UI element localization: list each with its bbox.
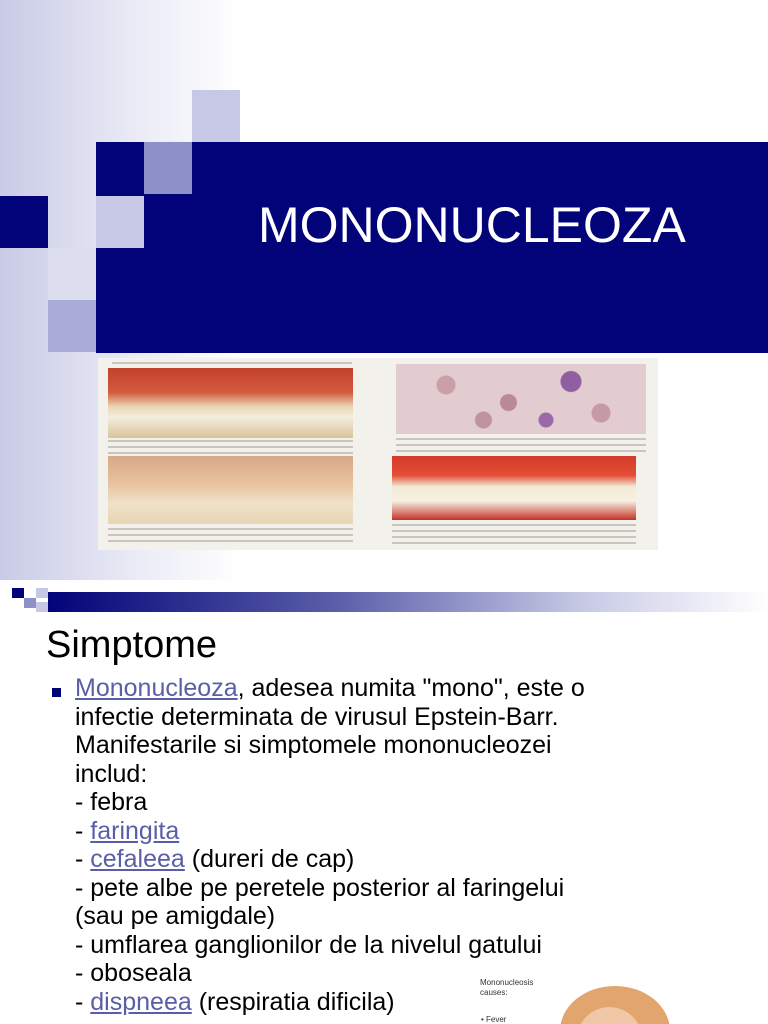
text-line: includ: bbox=[75, 759, 148, 788]
photo-gums bbox=[392, 456, 636, 520]
inset-title: Mononucleosis bbox=[480, 978, 534, 987]
header-bar bbox=[48, 592, 768, 612]
text-line: infectie determinata de virusul Epstein-Barr. bbox=[75, 702, 559, 731]
symptom-line: - oboseala bbox=[75, 959, 192, 987]
text-fragment: , adesea numita "mono", este o bbox=[237, 674, 585, 702]
symptom-line: (sau pe amigdale) bbox=[75, 902, 276, 930]
photo-blood-smear bbox=[396, 364, 646, 434]
decor-square bbox=[36, 602, 48, 612]
decor-square bbox=[24, 598, 36, 608]
faringita-link[interactable]: faringita bbox=[90, 816, 180, 845]
inset-subtitle: causes: bbox=[480, 988, 508, 997]
decor-square bbox=[48, 248, 96, 300]
decor-square bbox=[12, 588, 24, 598]
symptom-line: - umflarea ganglionilor de la nivelul gatului bbox=[75, 930, 542, 959]
photo-palate bbox=[108, 456, 353, 524]
symptom-line: - febra bbox=[75, 788, 148, 816]
decor-square bbox=[144, 142, 192, 194]
decor-square bbox=[96, 196, 144, 248]
photo-caption bbox=[108, 440, 353, 454]
dash: - bbox=[75, 816, 91, 845]
symptoms-slide bbox=[0, 580, 768, 1024]
title-band-accent bbox=[0, 196, 48, 248]
symptoms-text bbox=[75, 674, 675, 1016]
photo-throat bbox=[108, 368, 353, 438]
text-fragment: (respiratia dificila) bbox=[191, 987, 395, 1016]
dash: - bbox=[75, 845, 91, 873]
bullet-icon bbox=[52, 688, 61, 697]
mononucleoza-link[interactable]: Mononucleoza bbox=[75, 674, 238, 702]
photo-caption bbox=[108, 528, 353, 544]
cefaleea-link[interactable]: cefaleea bbox=[90, 845, 185, 873]
decor-square bbox=[48, 300, 96, 352]
slide-title: MONONUCLEOZA bbox=[258, 197, 686, 253]
inset-fever-label: • Fever bbox=[481, 1015, 507, 1024]
slide-heading: Simptome bbox=[46, 624, 218, 666]
decor-square bbox=[192, 90, 240, 142]
photo-caption bbox=[392, 524, 636, 544]
inset-caption bbox=[480, 978, 533, 998]
symptom-line: - pete albe pe peretele posterior al faringelui bbox=[75, 873, 565, 902]
clinical-photo-collage bbox=[98, 358, 658, 550]
symptom-line bbox=[75, 845, 675, 874]
decor-square bbox=[36, 588, 48, 598]
dispneea-link[interactable]: dispneea bbox=[90, 987, 192, 1016]
photo-caption bbox=[396, 438, 646, 454]
text-line: Manifestarile si simptomele mononucleozei bbox=[75, 731, 552, 759]
text-fragment: (dureri de cap) bbox=[184, 845, 355, 873]
dash: - bbox=[75, 987, 91, 1016]
symptom-line bbox=[75, 817, 675, 846]
text-line bbox=[75, 674, 675, 703]
